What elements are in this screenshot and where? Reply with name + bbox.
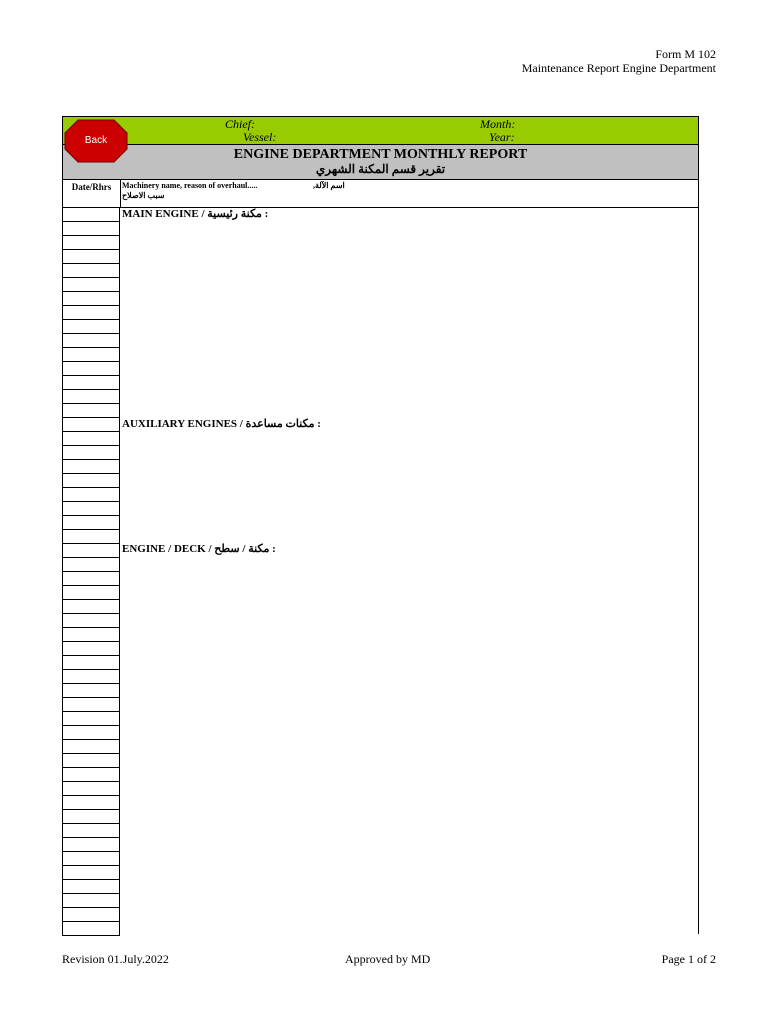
date-rhrs-cell[interactable] [62,306,120,320]
date-rhrs-cell[interactable] [62,446,120,460]
date-rhrs-cell[interactable] [62,390,120,404]
chief-vessel-bar [62,116,699,145]
section-engine-deck: ENGINE / DECK / مكنة / سطح : [122,543,276,555]
date-column [62,208,120,936]
section-auxiliary-engines: AUXILIARY ENGINES / مكنات مساعدة : [122,418,321,430]
date-rhrs-cell[interactable] [62,404,120,418]
date-rhrs-cell[interactable] [62,488,120,502]
report-title-bar [62,145,699,180]
date-rhrs-cell[interactable] [62,656,120,670]
date-rhrs-cell[interactable] [62,558,120,572]
table-right-border [698,208,699,934]
date-rhrs-cell[interactable] [62,418,120,432]
date-rhrs-cell[interactable] [62,278,120,292]
machinery-header-en: Machinery name, reason of overhaul..... [122,181,258,190]
date-rhrs-cell[interactable] [62,264,120,278]
date-rhrs-cell[interactable] [62,908,120,922]
date-rhrs-cell[interactable] [62,810,120,824]
date-rhrs-cell[interactable] [62,796,120,810]
date-rhrs-cell[interactable] [62,208,120,222]
date-rhrs-cell[interactable] [62,516,120,530]
year-label: Year: [489,130,515,144]
date-rhrs-cell[interactable] [62,222,120,236]
date-rhrs-cell[interactable] [62,824,120,838]
date-rhrs-header: Date/Rhrs [63,180,121,207]
date-rhrs-cell[interactable] [62,586,120,600]
date-rhrs-cell[interactable] [62,698,120,712]
column-header-row [62,180,699,208]
report-title-arabic: تقرير قسم المكنة الشهري [315,162,446,176]
date-rhrs-cell[interactable] [62,376,120,390]
date-rhrs-cell[interactable] [62,572,120,586]
date-rhrs-cell[interactable] [62,348,120,362]
date-rhrs-cell[interactable] [62,852,120,866]
date-rhrs-cell[interactable] [62,894,120,908]
date-rhrs-cell[interactable] [62,460,120,474]
month-label: Month: [480,117,516,131]
date-rhrs-cell[interactable] [62,684,120,698]
date-rhrs-cell[interactable] [62,432,120,446]
date-rhrs-cell[interactable] [62,768,120,782]
date-rhrs-cell[interactable] [62,320,120,334]
date-rhrs-cell[interactable] [62,544,120,558]
section-main-engine: MAIN ENGINE / مكنة رئيسية : [122,208,269,220]
date-rhrs-cell[interactable] [62,782,120,796]
date-rhrs-cell[interactable] [62,922,120,936]
date-rhrs-cell[interactable] [62,866,120,880]
date-rhrs-cell[interactable] [62,670,120,684]
form-subtitle: Maintenance Report Engine Department [521,61,716,75]
date-rhrs-cell[interactable] [62,362,120,376]
date-rhrs-cell[interactable] [62,740,120,754]
machinery-header-ar-2: سبب الاصلاح [122,191,165,200]
date-rhrs-cell[interactable] [62,530,120,544]
date-rhrs-cell[interactable] [62,642,120,656]
date-rhrs-cell[interactable] [62,628,120,642]
date-rhrs-cell[interactable] [62,880,120,894]
date-rhrs-cell[interactable] [62,502,120,516]
report-title: ENGINE DEPARTMENT MONTHLY REPORT [233,147,528,162]
date-rhrs-cell[interactable] [62,292,120,306]
date-rhrs-cell[interactable] [62,726,120,740]
footer-revision: Revision 01.July.2022 [62,952,169,966]
chief-label: Chief: [225,117,255,131]
footer-approved: Approved by MD [345,952,431,966]
back-button[interactable] [64,119,128,163]
vessel-label: Vessel: [243,130,277,144]
footer-page: Page 1 of 2 [661,952,716,966]
date-rhrs-cell[interactable] [62,754,120,768]
back-button-label: Back [84,135,108,146]
date-rhrs-cell[interactable] [62,600,120,614]
date-rhrs-cell[interactable] [62,250,120,264]
form-code: Form M 102 [655,47,716,61]
date-rhrs-cell[interactable] [62,614,120,628]
machinery-header [122,181,257,201]
date-rhrs-cell[interactable] [62,474,120,488]
date-rhrs-cell[interactable] [62,712,120,726]
machinery-header-ar-1: اسم الآلة, [313,181,345,190]
date-rhrs-cell[interactable] [62,838,120,852]
date-rhrs-cell[interactable] [62,236,120,250]
date-rhrs-cell[interactable] [62,334,120,348]
